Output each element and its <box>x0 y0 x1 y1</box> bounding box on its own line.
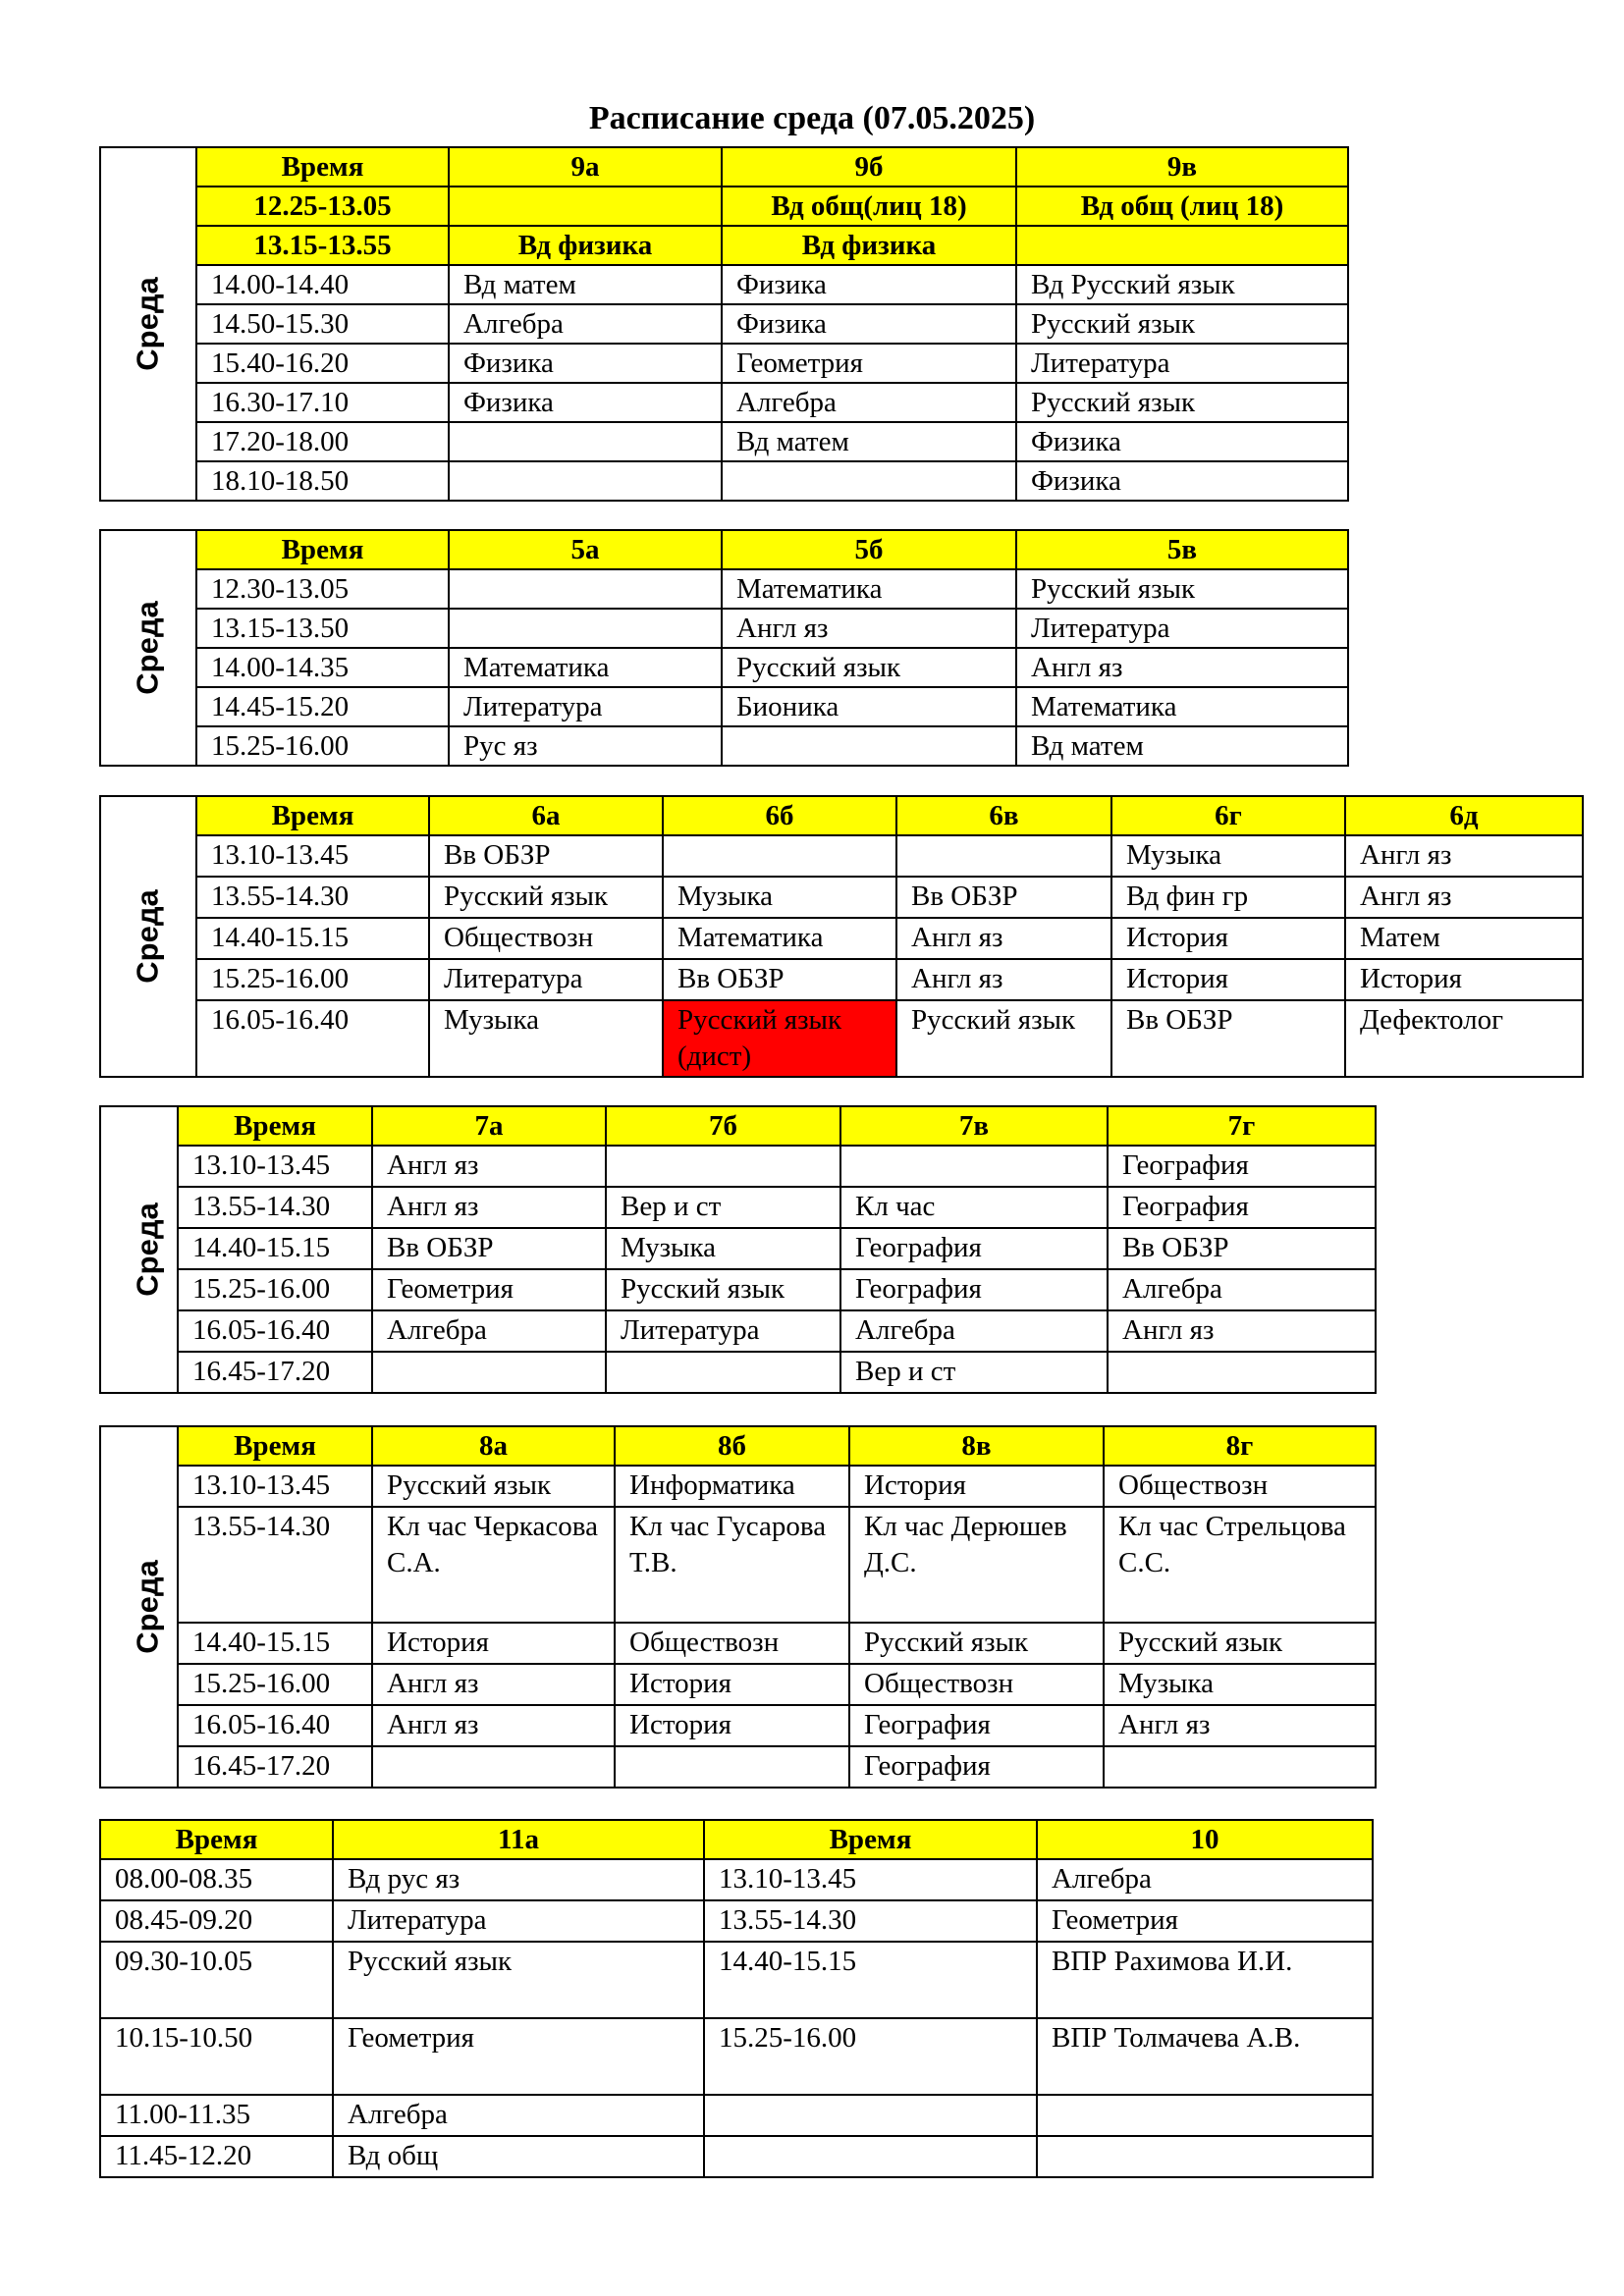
day-label-cell <box>100 1426 178 1788</box>
time-cell: 14.50-15.30 <box>196 304 449 344</box>
time-cell: 13.15-13.50 <box>196 609 449 648</box>
lesson-cell: Геометрия <box>722 344 1016 383</box>
lesson-cell: Вд общ(лиц 18) <box>722 187 1016 226</box>
lesson-cell: Вд общ (лиц 18) <box>1016 187 1348 226</box>
header-cell: Время <box>196 530 449 569</box>
lesson-cell: Математика <box>449 648 722 687</box>
time-cell: 11.00-11.35 <box>100 2095 333 2136</box>
lesson-cell: Бионика <box>722 687 1016 726</box>
time-cell: 14.40-15.15 <box>196 918 429 959</box>
header-cell: Время <box>196 147 449 187</box>
lesson-cell: Русский язык <box>722 648 1016 687</box>
lesson-cell: Музыка <box>1104 1664 1376 1705</box>
day-label-cell <box>100 530 196 766</box>
header-cell: 6б <box>663 796 896 835</box>
lesson-cell: Русский язык <box>1016 569 1348 609</box>
time-cell: 12.30-13.05 <box>196 569 449 609</box>
lesson-cell: Русский язык <box>849 1623 1104 1664</box>
time-cell: 15.25-16.00 <box>196 959 429 1000</box>
lesson-cell: Литература <box>449 687 722 726</box>
lesson-cell <box>1037 2136 1373 2177</box>
lesson-cell: Информатика <box>615 1466 849 1507</box>
schedule-table-6 <box>99 795 1584 1078</box>
lesson-cell: Обществозн <box>429 918 663 959</box>
lesson-cell: Алгебра <box>1037 1859 1373 1900</box>
lesson-cell <box>663 835 896 877</box>
lesson-cell: Вд физика <box>449 226 722 265</box>
header-cell: 5б <box>722 530 1016 569</box>
time-cell: 15.25-16.00 <box>704 2018 1037 2095</box>
header-cell: 7б <box>606 1106 840 1146</box>
lesson-cell: Англ яз <box>372 1146 606 1187</box>
day-label-cell <box>100 1106 178 1393</box>
time-cell: 15.25-16.00 <box>196 726 449 766</box>
header-cell: 10 <box>1037 1820 1373 1859</box>
lesson-cell <box>372 1352 606 1393</box>
lesson-cell <box>449 187 722 226</box>
lesson-cell: География <box>840 1269 1108 1310</box>
lesson-cell: Кл час <box>840 1187 1108 1228</box>
lesson-cell: Англ яз <box>372 1664 615 1705</box>
lesson-cell: Вд рус яз <box>333 1859 704 1900</box>
header-cell: 8а <box>372 1426 615 1466</box>
header-cell: 6д <box>1345 796 1583 835</box>
lesson-cell: Англ яз <box>1016 648 1348 687</box>
lesson-cell: Литература <box>333 1900 704 1942</box>
lesson-cell: ВПР Толмачева А.В. <box>1037 2018 1373 2095</box>
schedule-table-7 <box>99 1105 1377 1394</box>
time-cell: 14.40-15.15 <box>178 1228 372 1269</box>
lesson-cell: Физика <box>449 344 722 383</box>
lesson-cell: Обществозн <box>615 1623 849 1664</box>
time-cell: 15.25-16.00 <box>178 1664 372 1705</box>
time-cell: 16.05-16.40 <box>178 1310 372 1352</box>
lesson-cell: Англ яз <box>1345 877 1583 918</box>
time-cell: 08.00-08.35 <box>100 1859 333 1900</box>
lesson-cell: Англ яз <box>1104 1705 1376 1746</box>
time-cell: 16.45-17.20 <box>178 1746 372 1788</box>
header-cell: 8в <box>849 1426 1104 1466</box>
header-cell: Время <box>704 1820 1037 1859</box>
lesson-cell <box>1108 1352 1376 1393</box>
lesson-cell: Вд матем <box>449 265 722 304</box>
header-cell: Время <box>178 1426 372 1466</box>
lesson-cell: Матем <box>1345 918 1583 959</box>
lesson-cell: Обществозн <box>1104 1466 1376 1507</box>
lesson-cell: Литература <box>429 959 663 1000</box>
lesson-cell-highlighted: Русский язык (дист) <box>663 1000 896 1077</box>
schedule-table-8 <box>99 1425 1377 1789</box>
lesson-cell: Русский язык <box>606 1269 840 1310</box>
header-cell: Время <box>196 796 429 835</box>
lesson-cell: Алгебра <box>722 383 1016 422</box>
time-cell: 14.45-15.20 <box>196 687 449 726</box>
time-cell: 13.10-13.45 <box>178 1146 372 1187</box>
time-cell: 12.25-13.05 <box>196 187 449 226</box>
lesson-cell: Литература <box>606 1310 840 1352</box>
lesson-cell: Вд матем <box>722 422 1016 461</box>
day-label: Среда <box>130 1201 165 1297</box>
day-label: Среда <box>130 600 165 695</box>
lesson-cell: Англ яз <box>372 1187 606 1228</box>
time-cell: 08.45-09.20 <box>100 1900 333 1942</box>
lesson-cell: Музыка <box>1111 835 1345 877</box>
lesson-cell: История <box>372 1623 615 1664</box>
lesson-cell <box>606 1352 840 1393</box>
lesson-cell: Математика <box>663 918 896 959</box>
header-cell: 9в <box>1016 147 1348 187</box>
lesson-cell <box>896 835 1111 877</box>
lesson-cell <box>449 461 722 501</box>
day-label: Среда <box>130 276 165 371</box>
lesson-cell: Англ яз <box>1345 835 1583 877</box>
lesson-cell: Физика <box>449 383 722 422</box>
lesson-cell: Дефектолог <box>1345 1000 1583 1077</box>
lesson-cell: Вер и ст <box>606 1187 840 1228</box>
lesson-cell: Вв ОБЗР <box>372 1228 606 1269</box>
lesson-cell: История <box>615 1705 849 1746</box>
lesson-cell: Литература <box>1016 344 1348 383</box>
lesson-cell: Математика <box>1016 687 1348 726</box>
header-cell: Время <box>100 1820 333 1859</box>
time-cell: 14.40-15.15 <box>178 1623 372 1664</box>
lesson-cell: Кл час Гусарова Т.В. <box>615 1507 849 1623</box>
time-cell: 15.25-16.00 <box>178 1269 372 1310</box>
time-cell <box>704 2136 1037 2177</box>
lesson-cell: Алгебра <box>840 1310 1108 1352</box>
header-cell: 6а <box>429 796 663 835</box>
time-cell: 13.55-14.30 <box>704 1900 1037 1942</box>
lesson-cell: Музыка <box>663 877 896 918</box>
lesson-cell: Физика <box>1016 422 1348 461</box>
lesson-cell: Вв ОБЗР <box>663 959 896 1000</box>
header-cell: 9б <box>722 147 1016 187</box>
lesson-cell: Вд общ <box>333 2136 704 2177</box>
lesson-cell: Кл час Стрельцова С.С. <box>1104 1507 1376 1623</box>
lesson-cell: Англ яз <box>372 1705 615 1746</box>
header-cell: 6г <box>1111 796 1345 835</box>
lesson-cell: История <box>1111 959 1345 1000</box>
lesson-cell: Вер и ст <box>840 1352 1108 1393</box>
lesson-cell: История <box>615 1664 849 1705</box>
lesson-cell <box>372 1746 615 1788</box>
lesson-cell: История <box>1345 959 1583 1000</box>
lesson-cell <box>722 461 1016 501</box>
lesson-cell <box>606 1146 840 1187</box>
time-cell <box>704 2095 1037 2136</box>
lesson-cell: Алгебра <box>1108 1269 1376 1310</box>
lesson-cell: Англ яз <box>896 918 1111 959</box>
time-cell: 17.20-18.00 <box>196 422 449 461</box>
time-cell: 13.15-13.55 <box>196 226 449 265</box>
lesson-cell: Литература <box>1016 609 1348 648</box>
time-cell: 13.10-13.45 <box>196 835 429 877</box>
lesson-cell: Русский язык <box>372 1466 615 1507</box>
lesson-cell: Физика <box>722 265 1016 304</box>
lesson-cell: Геометрия <box>333 2018 704 2095</box>
lesson-cell: История <box>849 1466 1104 1507</box>
time-cell: 14.00-14.35 <box>196 648 449 687</box>
lesson-cell: Обществозн <box>849 1664 1104 1705</box>
lesson-cell: География <box>849 1746 1104 1788</box>
time-cell: 13.10-13.45 <box>178 1466 372 1507</box>
lesson-cell <box>615 1746 849 1788</box>
lesson-cell: Вв ОБЗР <box>896 877 1111 918</box>
lesson-cell <box>1104 1746 1376 1788</box>
lesson-cell: Геометрия <box>1037 1900 1373 1942</box>
lesson-cell <box>840 1146 1108 1187</box>
time-cell: 10.15-10.50 <box>100 2018 333 2095</box>
lesson-cell: Вд физика <box>722 226 1016 265</box>
lesson-cell: Алгебра <box>449 304 722 344</box>
day-label-cell <box>100 796 196 1077</box>
time-cell: 13.55-14.30 <box>196 877 429 918</box>
header-cell: 7в <box>840 1106 1108 1146</box>
header-cell: 6в <box>896 796 1111 835</box>
lesson-cell: Русский язык <box>1104 1623 1376 1664</box>
lesson-cell: Вв ОБЗР <box>1108 1228 1376 1269</box>
schedule-table-9 <box>99 146 1349 502</box>
header-cell: 11а <box>333 1820 704 1859</box>
time-cell: 14.40-15.15 <box>704 1942 1037 2018</box>
header-cell: 8г <box>1104 1426 1376 1466</box>
lesson-cell: География <box>1108 1146 1376 1187</box>
lesson-cell: Англ яз <box>722 609 1016 648</box>
lesson-cell: Музыка <box>606 1228 840 1269</box>
lesson-cell: Русский язык <box>333 1942 704 2018</box>
time-cell: 13.55-14.30 <box>178 1187 372 1228</box>
lesson-cell: Русский язык <box>429 877 663 918</box>
lesson-cell: Вд фин гр <box>1111 877 1345 918</box>
lesson-cell: Кл час Дерюшев Д.С. <box>849 1507 1104 1623</box>
time-cell: 16.05-16.40 <box>196 1000 429 1077</box>
lesson-cell: Вв ОБЗР <box>429 835 663 877</box>
lesson-cell: Рус яз <box>449 726 722 766</box>
lesson-cell <box>722 726 1016 766</box>
time-cell: 15.40-16.20 <box>196 344 449 383</box>
lesson-cell: Физика <box>1016 461 1348 501</box>
lesson-cell: Англ яз <box>896 959 1111 1000</box>
time-cell: 14.00-14.40 <box>196 265 449 304</box>
header-cell: 5в <box>1016 530 1348 569</box>
time-cell: 16.05-16.40 <box>178 1705 372 1746</box>
lesson-cell: Русский язык <box>1016 304 1348 344</box>
lesson-cell: Математика <box>722 569 1016 609</box>
page-title: Расписание среда (07.05.2025) <box>588 100 1036 136</box>
lesson-cell: География <box>1108 1187 1376 1228</box>
lesson-cell: Вв ОБЗР <box>1111 1000 1345 1077</box>
schedule-table-5 <box>99 529 1349 767</box>
lesson-cell: Кл час Черкасова С.А. <box>372 1507 615 1623</box>
header-cell: 7г <box>1108 1106 1376 1146</box>
lesson-cell: Музыка <box>429 1000 663 1077</box>
lesson-cell <box>449 609 722 648</box>
schedule-table-11-10 <box>99 1819 1374 2178</box>
time-cell: 11.45-12.20 <box>100 2136 333 2177</box>
time-cell: 16.45-17.20 <box>178 1352 372 1393</box>
lesson-cell: Алгебра <box>333 2095 704 2136</box>
lesson-cell: Геометрия <box>372 1269 606 1310</box>
lesson-cell: Русский язык <box>1016 383 1348 422</box>
lesson-cell: Физика <box>722 304 1016 344</box>
day-label-cell <box>100 147 196 501</box>
header-cell: Время <box>178 1106 372 1146</box>
lesson-cell: Вд Русский язык <box>1016 265 1348 304</box>
time-cell: 13.10-13.45 <box>704 1859 1037 1900</box>
lesson-cell: История <box>1111 918 1345 959</box>
lesson-cell <box>1037 2095 1373 2136</box>
day-label: Среда <box>130 888 165 984</box>
header-cell: 8б <box>615 1426 849 1466</box>
lesson-cell: География <box>840 1228 1108 1269</box>
lesson-cell <box>1016 226 1348 265</box>
time-cell: 18.10-18.50 <box>196 461 449 501</box>
lesson-cell <box>449 422 722 461</box>
time-cell: 16.30-17.10 <box>196 383 449 422</box>
time-cell: 09.30-10.05 <box>100 1942 333 2018</box>
header-cell: 7а <box>372 1106 606 1146</box>
lesson-cell: Вд матем <box>1016 726 1348 766</box>
lesson-cell: Русский язык <box>896 1000 1111 1077</box>
header-cell: 5а <box>449 530 722 569</box>
day-label: Среда <box>130 1559 165 1654</box>
lesson-cell <box>449 569 722 609</box>
lesson-cell: ВПР Рахимова И.И. <box>1037 1942 1373 2018</box>
time-cell: 13.55-14.30 <box>178 1507 372 1623</box>
lesson-cell: География <box>849 1705 1104 1746</box>
lesson-cell: Алгебра <box>372 1310 606 1352</box>
header-cell: 9а <box>449 147 722 187</box>
lesson-cell: Англ яз <box>1108 1310 1376 1352</box>
